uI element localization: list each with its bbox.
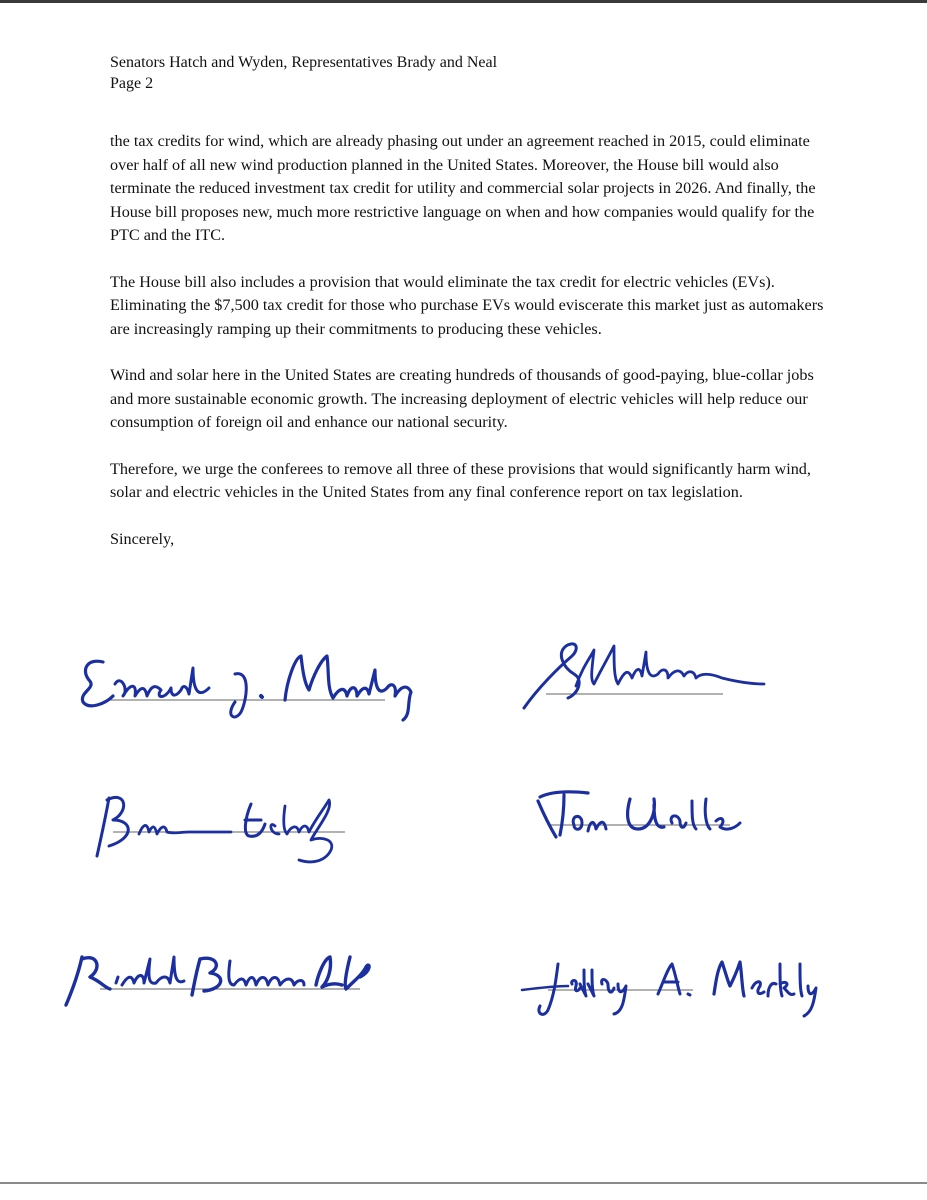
signature-merkley xyxy=(518,950,818,1030)
paragraph: The House bill also includes a provision that would eliminate the tax credit for electric vehicles (EVs). Eliminating the $7,500 tax credit for those who purchase EVs would eviscerate this market just as automakers are increasingly ramping up their commitments to producing these vehicles. xyxy=(110,272,824,338)
letter-body xyxy=(110,130,830,574)
signature-schatz xyxy=(85,780,375,870)
letter-header xyxy=(110,52,497,94)
header-page-number: Page 2 xyxy=(110,75,154,92)
closing-salutation: Sincerely, xyxy=(110,529,175,548)
signature-udall xyxy=(530,785,750,855)
header-recipients: Senators Hatch and Wyden, Representatives Brady and Neal xyxy=(110,54,498,71)
page-bottom-edge xyxy=(0,1182,927,1184)
signature-markey xyxy=(75,640,435,720)
signature-whitehouse xyxy=(518,628,778,718)
signature-blumenthal xyxy=(60,945,390,1015)
paragraph: the tax credits for wind, which are already phasing out under an agreement reached in 2015, could eliminate over half of all new wind production planned in the United States. Moreover, the House bill would also terminate the reduced investment tax credit for utility and commercial solar projects in 2026. And finally, the House bill proposes new, much more restrictive language on when and how companies would qualify for the PTC and the ITC. xyxy=(110,132,816,244)
paragraph: Therefore, we urge the conferees to remove all three of these provisions that would significantly harm wind, solar and electric vehicles in the United States from any final conference report on tax legislation. xyxy=(110,459,811,501)
paragraph: Wind and solar here in the United States are creating hundreds of thousands of good-paying, blue-collar jobs and more sustainable economic growth. The increasing deployment of electric vehicles will help reduce our consumption of foreign oil and enhance our national security. xyxy=(110,366,814,431)
page-top-edge xyxy=(0,0,927,3)
